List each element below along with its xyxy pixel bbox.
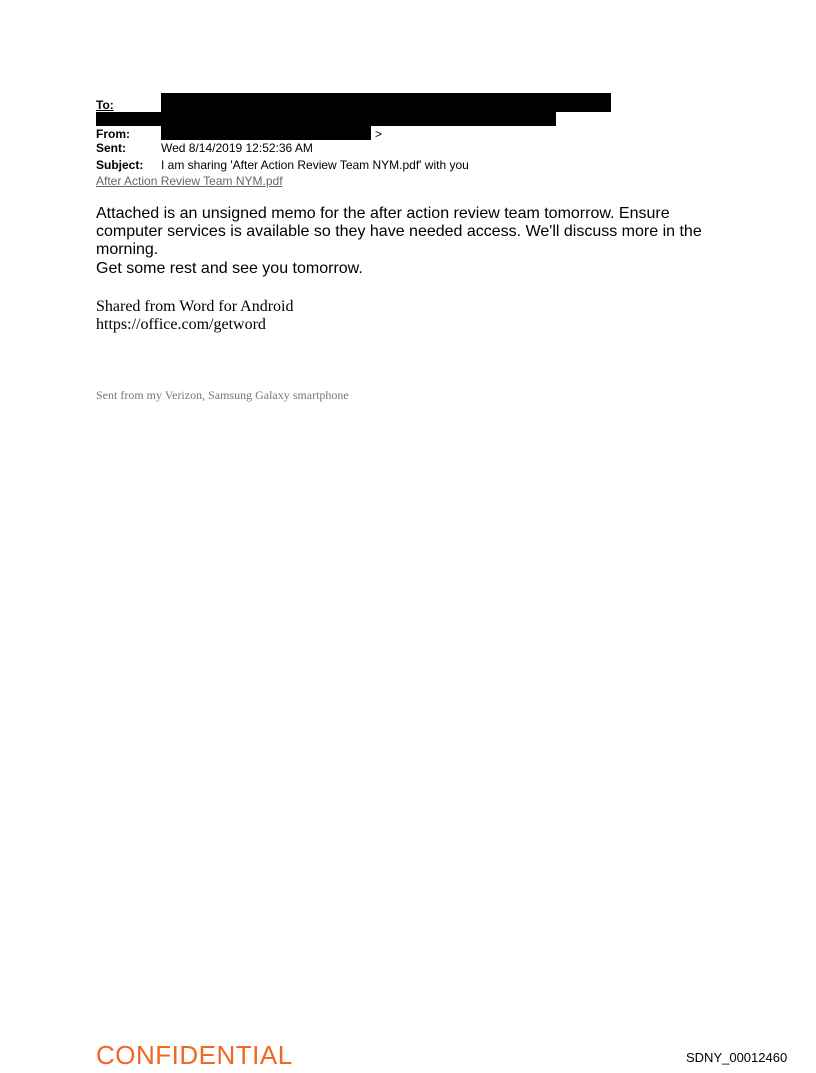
- sent-label: Sent:: [96, 141, 126, 155]
- redaction-bar: [96, 112, 556, 126]
- confidential-stamp: CONFIDENTIAL: [96, 1040, 293, 1070]
- bates-number: SDNY_00012460: [686, 1050, 788, 1065]
- attachment-link[interactable]: After Action Review Team NYM.pdf: [96, 174, 283, 188]
- from-value-suffix: >: [375, 127, 383, 141]
- to-label: To:: [96, 98, 114, 112]
- subject-label: Subject:: [96, 158, 144, 172]
- redaction-bar: [161, 93, 611, 112]
- signature-line: Shared from Word for Android: [96, 298, 294, 315]
- from-label: From:: [96, 127, 130, 141]
- sent-from-device-note: Sent from my Verizon, Samsung Galaxy smartphone: [96, 388, 349, 402]
- signature-url: https://office.com/getword: [96, 316, 266, 333]
- email-body-line: Get some rest and see you tomorrow.: [96, 260, 363, 277]
- subject-value: I am sharing 'After Action Review Team NYM.pdf' with you: [161, 158, 469, 172]
- email-body-paragraph: Attached is an unsigned memo for the after action review team tomorrow. Ensure computer services is available so they have needed access. We'll discuss more in the morning.: [96, 205, 702, 258]
- redaction-bar: [161, 126, 371, 140]
- sent-value: Wed 8/14/2019 12:52:36 AM: [161, 141, 313, 155]
